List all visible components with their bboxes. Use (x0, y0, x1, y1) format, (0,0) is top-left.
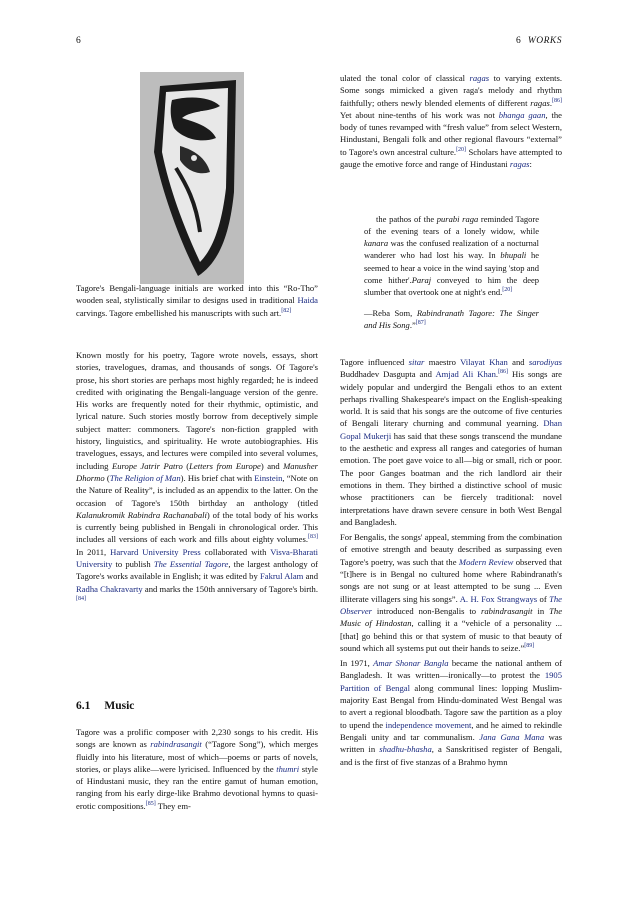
section-title: WORKS (527, 36, 562, 46)
haida-link[interactable]: Haida (297, 295, 318, 306)
sarodiyas-link[interactable] (529, 357, 562, 367)
text: Tagore influenced (340, 357, 409, 367)
essential-tagore: The Essential Tagore (153, 559, 229, 570)
book-title: Rabindranath Tagore: The Singer and His Song (364, 308, 539, 331)
ref-89-link[interactable]: [89] (524, 642, 535, 649)
kalanukromik: Kalanukromik Rabindra Rachanabali (76, 509, 207, 520)
ref-20-link[interactable]: [20] (456, 146, 467, 153)
text: They em- (155, 800, 191, 811)
ragas: ragas (469, 73, 490, 83)
text: His songs are widely popular and undergird the Bengali ethos to an extent perhaps rivalling Shakespeare's impact on the English-speaking world. It is said that his songs are the outcome of five centuries of Bengali literary churning and communal yearning. (340, 369, 562, 429)
anthem-paragraph (340, 657, 562, 768)
religion-of-man: The Religion of Man (109, 472, 181, 483)
text: . (495, 369, 499, 380)
text: ). His brief chat with (180, 472, 255, 483)
modern-review: Modern Review (458, 556, 514, 567)
partition-link[interactable]: 1905 Partition of Bengal (340, 670, 562, 693)
text: he seemed to hear a voice in the wind saying 'stop and come hither'. (364, 250, 539, 285)
section-number: 6 (515, 36, 521, 46)
text: Tagore was a prolific composer with 2,230 songs to his credit. His songs are known as (76, 727, 318, 750)
radha-chakravarty-link[interactable]: Radha Chakravarty (76, 583, 143, 594)
thumri: thumri (276, 763, 300, 774)
manusher-dhormo: Manusher Dhormo (76, 460, 318, 483)
ref-84-link[interactable]: [84] (76, 596, 86, 603)
sitar-link[interactable] (409, 357, 425, 367)
text: In 2011, (76, 546, 111, 557)
section-heading-music (76, 700, 134, 712)
text: , a Sanskritised register of Bengali, and is the first of five stanzas of a Brahmo hymn (340, 744, 562, 767)
text: was written in (340, 731, 562, 755)
text: the pathos of the (376, 213, 437, 224)
text: Yet about nine-tenths of his work was not (340, 109, 499, 120)
bhanga-gaan-link[interactable] (499, 110, 546, 120)
einstein-link[interactable]: Einstein (254, 472, 283, 483)
text: collaborated with (200, 546, 271, 557)
section-title: Music (104, 700, 135, 712)
music-of-hindostan: The Music of Hindostan (340, 605, 563, 629)
thumri-link[interactable] (276, 764, 299, 774)
text: For Bengalis, the songs' appeal, stemming from the combination of emotive strength and beauty described as surpassing even Tagore's poetry, was such that the (340, 532, 562, 567)
text: ulated the tonal color of classical (340, 73, 470, 83)
text: , and he aimed to rekindle Bengali unity and tar communalism. (340, 719, 562, 742)
amjad-ali-khan-link[interactable]: Amjad Ali Khan (435, 369, 496, 380)
bhupali: bhupali (500, 250, 527, 261)
influence-paragraph (340, 356, 562, 528)
text: has said that these songs transcend the mundane to the aesthetic and express all ranges and categories of human emotion. The poet gave voice to all—big or small, rich or poor. The poor Ganges boatman and the rich landlord air their emotions in them. They birthed a distinctive school of music whose practitioners can be fiercely traditional: novel interpretations have drawn severe censure in both West Bengal and Bangladesh. (340, 430, 562, 527)
text: in (532, 605, 550, 616)
modern-review-link[interactable] (459, 557, 513, 567)
text: became the national anthem of Bangladesh. It was written—ironically—to protest the (340, 658, 562, 681)
influence-paragraphs (340, 356, 562, 768)
independence-movement-link[interactable]: independence movement (385, 719, 472, 730)
text: ) of the total body of his works is currently being published in Bengali in chronological order. This includes all versions of each work and fills about eighty volumes. (76, 509, 318, 545)
text: of (537, 593, 550, 604)
text: .” (409, 320, 416, 331)
attribution: —Reba Som, (364, 308, 417, 319)
text: ( (104, 472, 110, 483)
vilayat-khan-link[interactable]: Vilayat Khan (460, 357, 508, 367)
text: reminded Tagore of the evening tears of a lonely widow, while (364, 213, 540, 236)
text: introduced non-Bengalis to (371, 605, 481, 616)
ragas: ragas (509, 159, 530, 170)
text: was the confused realization of a nocturnal wanderer who had lost his way. In (364, 238, 539, 261)
text: and (303, 571, 318, 582)
text: and marks the 150th anniversary of Tagore's birth. (142, 583, 319, 594)
amar-shonar-bangla-link[interactable] (373, 658, 448, 668)
the-observer: The Observer (340, 593, 562, 616)
letters-from-europe: Letters from Europe (189, 460, 261, 471)
ro-tho-seal-image (140, 72, 244, 284)
text: to varying extents. Some songs mimicked a given raga's melody and rhythm faithfully; others newly blended elements of different (340, 73, 563, 108)
kanara: kanara (364, 238, 389, 249)
ref-83-link[interactable]: [83] (308, 534, 318, 541)
text: , the body of tunes revamped with “fresh value” from select Western, Hindustani, Bengali folk and other regional flavours “external” to Tagore's own ancestral culture. (340, 109, 562, 157)
text: , calling it a “vehicle of a personality ... [that] go behind this or that system of music to that beauty of sound which all systems put out their hands to seize.” (340, 618, 562, 653)
works-paragraph (76, 349, 318, 607)
dhan-gopal-mukerji-link[interactable]: Dhan Gopal Mukerji (340, 418, 562, 441)
text: In 1971, (340, 658, 374, 669)
ref-82-link[interactable]: [82] (281, 307, 292, 314)
bhanga-gaan: bhanga gaan (498, 109, 546, 120)
amar-shonar-bangla: Amar Shonar Bangla (373, 658, 449, 669)
ref-85-link[interactable]: [85] (145, 800, 156, 807)
europe-jatrir-patro: Europe Jatrir Patro (111, 460, 183, 471)
block-quote (364, 204, 539, 340)
shadhu-bhasha-link[interactable] (379, 744, 432, 754)
text: (“Tagore Song”), which merges fluidly into his literature, most of which—poems or parts of novels, stories, or plays alike—were lyricised. Influenced by the (76, 739, 318, 774)
text: and (507, 357, 529, 367)
text: maestro (424, 357, 461, 367)
text: conveyed to him the deep slumber that overtook one at night's end. (364, 274, 540, 298)
text: to publish (112, 559, 154, 570)
ragas-paragraph (340, 72, 562, 170)
figure-caption (76, 282, 318, 319)
rabindrasangit: rabindrasangit (480, 605, 533, 616)
ragas: ragas (530, 97, 550, 108)
text: style of Hindustani music, they ran the entire gamut of human emotion, ranging from his early dirge-like Brahmo devotional hymns to quasi-erotic compositions. (76, 763, 318, 811)
paraj: Paraj (411, 274, 432, 285)
text: Scholars have attempted to gauge the emotive force and range of Hindustani (340, 146, 563, 170)
text: , the largest anthology of Tagore's works available in English; it was edited by (76, 559, 318, 582)
music-paragraph (76, 726, 318, 812)
text: , “Note on the Nature of Reality”, is included as an appendix to the latter. On the occasion of Tagore's 150th birthday an anthology (titled (76, 472, 318, 508)
caption-text: carvings. Tagore embellished his manuscripts with such art. (76, 307, 282, 318)
text: observed that “[t]here is in Bengal no cultured home where Rabindranath's songs are not sung or at least attempted to be sung ... Even illiterate villagers sing his songs”. (340, 556, 562, 604)
sarodiyas: sarodiyas (528, 357, 562, 367)
rabindrasangit-link[interactable] (150, 739, 202, 749)
text: : (529, 159, 532, 170)
appeal-paragraph (340, 531, 562, 654)
essential-tagore-link[interactable] (154, 559, 229, 569)
rabindrasangit: rabindrasangit (150, 739, 202, 750)
jana-gana-mana-link[interactable] (479, 732, 544, 742)
sitar: sitar (408, 357, 425, 367)
ref-86-link[interactable]: [86] (498, 369, 509, 376)
text: Buddhadev Dasgupta and (340, 369, 436, 380)
fox-strangways-link[interactable]: A. H. Fox Strangways (459, 593, 538, 604)
text: . (549, 97, 552, 108)
ref-86-link[interactable]: [86] (552, 97, 562, 104)
fakrul-alam-link[interactable]: Fakrul Alam (260, 571, 304, 582)
harvard-link[interactable]: Harvard University Press (110, 546, 201, 557)
purabi-raga: purabi raga (436, 213, 479, 224)
ragas-link[interactable] (470, 73, 490, 83)
page-number: 6 (76, 36, 81, 46)
ragas-link[interactable] (510, 159, 530, 169)
shadhu-bhasha: shadhu-bhasha (379, 744, 432, 755)
section-number: 6.1 (76, 700, 91, 712)
text: Known mostly for his poetry, Tagore wrote novels, essays, short stories, travelogues, dramas, and thousands of songs. Of Tagore's prose, his short stories are perhaps most highly regarded; he is indeed credited with originating the Bengali-language version of the genre. His works are frequently noted for their rhythmic, optimistic, and lyrical nature. Such stories mostly borrow from deceptively simple subject matter: commoners. Tagore's non-fiction grappled with history, linguistics, and spirituality. He wrote autobiographies. His travelogues, essays, and lectures were compiled into several volumes, including (76, 350, 318, 471)
jana-gana-mana: Jana Gana Mana (479, 731, 545, 742)
ref-87-link[interactable]: [87] (415, 320, 426, 327)
religion-of-man-link[interactable] (110, 473, 181, 483)
text: ) and (260, 460, 284, 471)
running-head (516, 36, 562, 46)
caption-text: Tagore's Bengali-language initials are worked into this “Ro-Tho” wooden seal, stylistically similar to designs used in traditional (76, 283, 318, 306)
text: ( (182, 460, 190, 471)
ref-20-link[interactable]: [20] (502, 287, 513, 294)
text: along communal lines: lopping Muslim-majority East Bengal from Hindu-dominated West Bengal was to avert a regional bloodbath. Tagore saw the partition as a ploy to upend the (340, 682, 562, 730)
visva-bharati-link[interactable]: Visva-Bharati University (76, 546, 318, 570)
